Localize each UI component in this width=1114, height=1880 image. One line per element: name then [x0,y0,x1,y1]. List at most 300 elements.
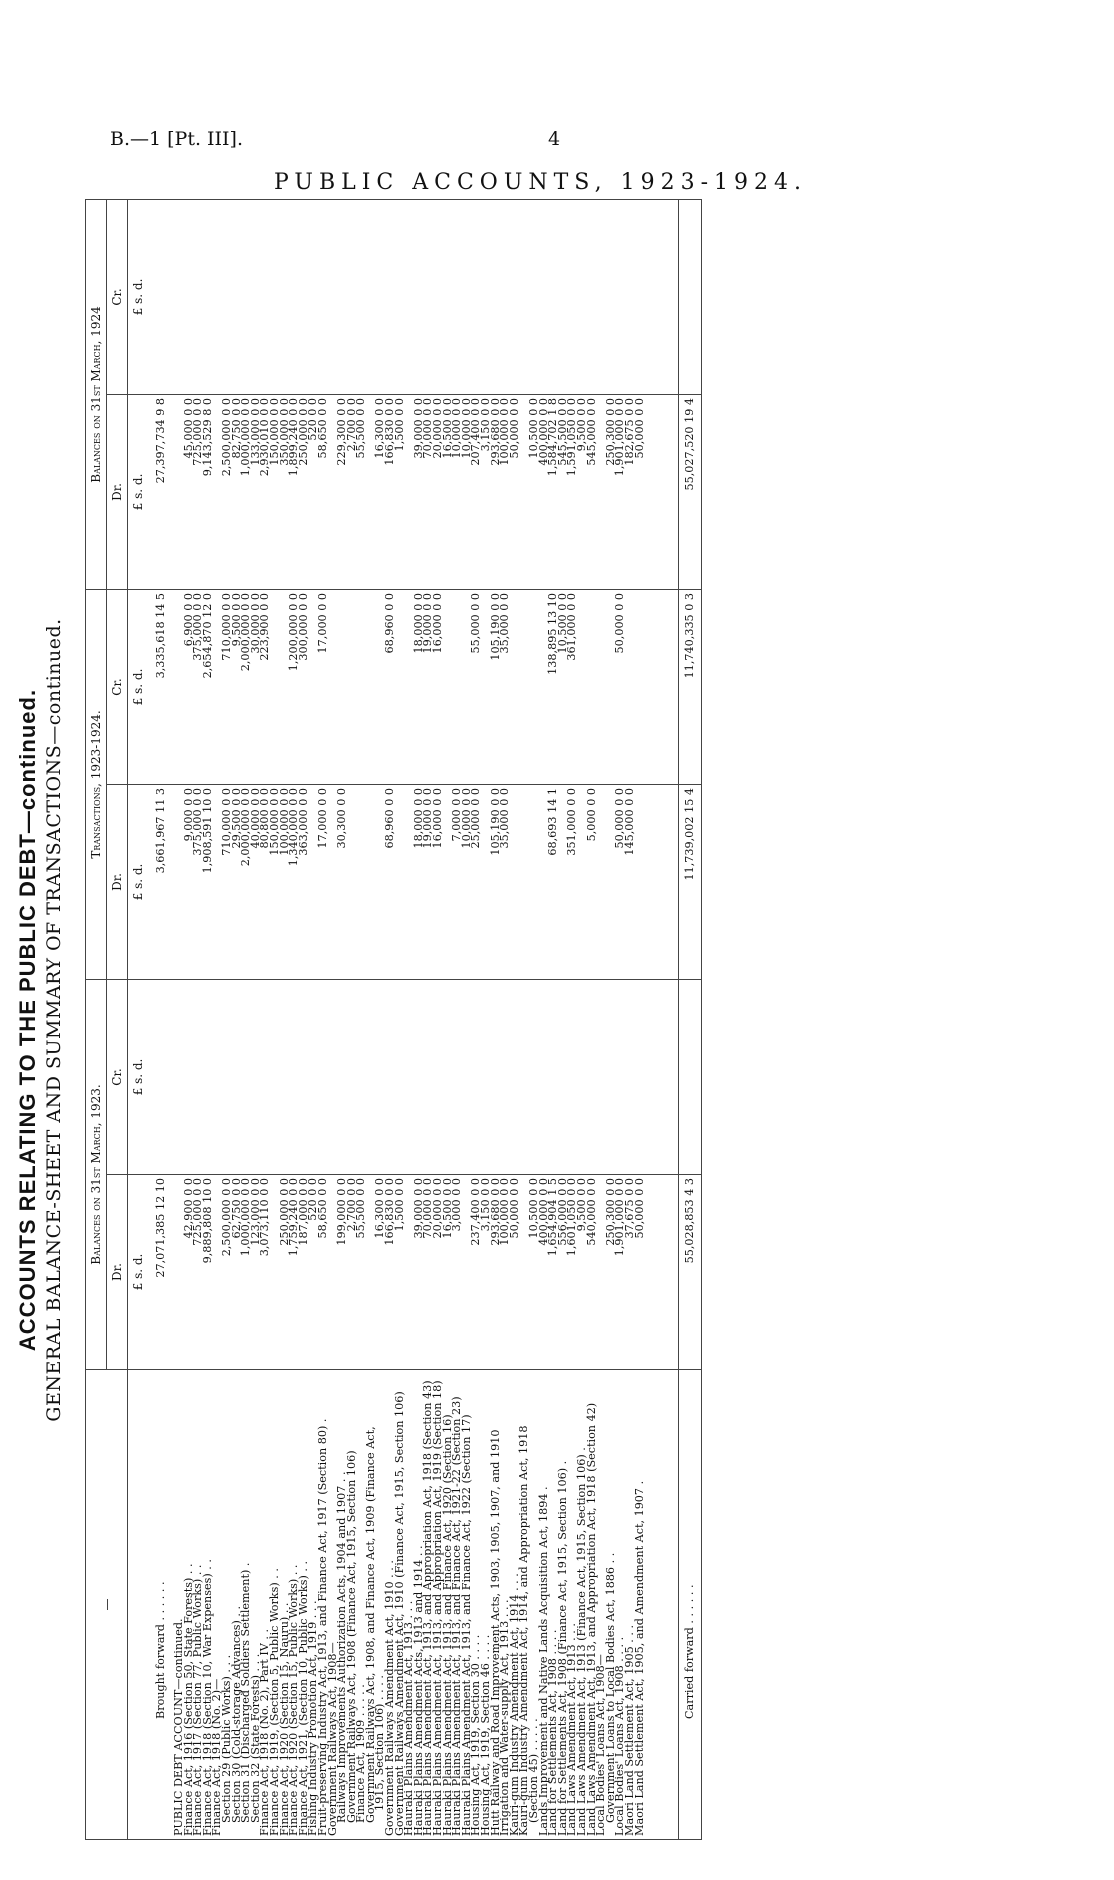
transactions-dr: 2,000,000 0 0 [241,784,251,979]
row-label: Section 31 (Discharged Soldiers Settlement) . [241,1370,251,1840]
balance-1924-dr: 207,400 0 0 [471,394,481,589]
transactions-dr: 30,300 0 0 [337,784,347,979]
transactions-cr: 17,000 0 0 [318,589,328,784]
balance-1923-cr [452,979,462,1174]
balance-1924-dr: 1,591,050 0 0 [567,394,577,589]
transactions-cr: 300,000 0 0 [299,589,309,784]
balance-1924-cr [203,199,213,394]
balance-1924-dr: 182,675 0 0 [625,394,635,589]
balance-1923-cr [606,979,616,1174]
balance-1924-cr [241,199,251,394]
balance-1924-dr: 55,500 0 0 [356,394,366,589]
balance-1923-cr [212,979,222,1174]
balance-1923-dr: 2,700 0 0 [347,1175,357,1370]
balance-1924-cr [212,199,222,394]
balance-1924-cr [625,199,635,394]
balance-1923-dr: 100,000 0 0 [500,1175,510,1370]
balance-1924-dr: 2,500,000 0 0 [222,394,232,589]
balance-1924-dr: 100,000 0 0 [500,394,510,589]
row-label: Kauri-gum Industry Amendment Act, 1914 . . . [510,1370,520,1840]
transactions-cr [443,589,453,784]
balance-1924-dr: 725,000 0 0 [193,394,203,589]
balance-1924-dr: 545,500 0 0 [558,394,568,589]
transactions-cr: 68,960 0 0 [385,589,395,784]
balance-1923-dr: 556,000 0 0 [558,1175,568,1370]
balance-1923-cr [519,979,529,1174]
balance-1923-dr: 166,830 0 0 [385,1175,395,1370]
transactions-cr: 19,000 0 0 [423,589,433,784]
row-label: Finance Act, 1909 . . . . . [356,1370,366,1840]
units-label: £ s. d. [128,1175,149,1370]
balance-1924-cr [337,199,347,394]
group-header-1923: Balances on 31st March, 1923. [86,979,107,1369]
balance-1923-cr [347,979,357,1174]
balance-1923-cr [481,979,491,1174]
dr-header: Dr. [107,784,128,979]
row-label: Hauraki Plains Amendment Act, 1913, and Finance Act, 1920 (Section 16) [443,1370,453,1840]
balance-1924-cr [270,199,280,394]
balance-1924-dr: 1,584,702 1 8 [548,394,558,589]
balance-1924-cr [385,199,395,394]
balance-1924-cr [481,199,491,394]
balance-1923-cr [491,979,501,1174]
row-label: Carried forward . . . . . . [679,1370,702,1840]
transactions-dr: 100,000 0 0 [280,784,290,979]
balance-1923-cr [510,979,520,1174]
row-label: (Section 45) . . . . . [529,1370,539,1840]
balance-1924-cr [587,199,597,394]
balance-1923-cr [270,979,280,1174]
balance-1923-cr [299,979,309,1174]
transactions-dr: 10,000 0 0 [462,784,472,979]
table-row [299,199,309,1839]
balance-1924-cr [395,199,405,394]
row-label: Government Railways Act, 1908, and Finance Act, 1909 (Finance Act, [366,1370,376,1840]
balance-1923-cr [366,979,376,1174]
balance-1923-cr [289,979,299,1174]
row-label: Local Bodies' Loans Act, 1908 . . . . [615,1370,625,1840]
balance-1923-dr: 10,500 0 0 [529,1175,539,1370]
transactions-dr: 25,000 0 0 [471,784,481,979]
row-label: Section 29 (Public Works) . . . [222,1370,232,1840]
balance-1923-cr [356,979,366,1174]
balance-1924-cr [452,199,462,394]
balance-1923-cr [625,979,635,1174]
dr-header: Dr. [107,394,128,589]
balance-1924-dr: 1,899,240 0 0 [289,394,299,589]
row-label: Hauraki Plains Amendment Act, 1913 . . . [404,1370,414,1840]
balance-1923-dr: 1,500 0 0 [395,1175,405,1370]
balance-1924-dr: 293,680 0 0 [491,394,501,589]
transactions-cr [577,589,587,784]
balance-1924-dr: 250,000 0 0 [299,394,309,589]
transactions-cr [529,589,539,784]
transactions-cr: 3,335,618 14 5 [148,589,174,784]
balance-1924-cr [567,199,577,394]
balance-1924-cr [443,199,453,394]
balance-1924-dr: 16,500 0 0 [443,394,453,589]
balance-1923-cr [679,979,702,1174]
balance-1924-dr: 9,143,529 8 0 [203,394,213,589]
balance-1923-dr: 3,000 0 0 [452,1175,462,1370]
balance-1924-dr: 70,000 0 0 [423,394,433,589]
balance-1924-cr [577,199,587,394]
transactions-dr: 9,000 0 0 [184,784,194,979]
table-row [635,199,645,1839]
balance-1924-dr: 55,027,520 19 4 [679,394,702,589]
balance-1924-cr [414,199,424,394]
balance-1923-cr [232,979,242,1174]
transactions-dr: 150,000 0 0 [270,784,280,979]
balance-1924-dr: 45,000 0 0 [184,394,194,589]
balance-1924-dr: 39,000 0 0 [414,394,424,589]
transactions-dr: 351,000 0 0 [567,784,577,979]
transactions-dr: 5,000 0 0 [587,784,597,979]
balance-1924-dr: 20,000 0 0 [433,394,443,589]
row-label: 1915, Section 106) . . . . [375,1370,385,1840]
transactions-cr: 35,000 0 0 [500,589,510,784]
row-label: Finance Act, 1918 (No. 2), Part IV . . [260,1370,270,1840]
row-label: Hauraki Plains Amendment Act, 1913, and Appropriation Act, 1919 (Section 18) [433,1370,443,1840]
balance-1923-cr [635,979,645,1174]
balance-1923-dr: 39,000 0 0 [414,1175,424,1370]
balance-1923-dr: 58,650 0 0 [318,1175,328,1370]
transactions-cr [347,589,357,784]
balance-1923-cr [184,979,194,1174]
balance-1924-cr [510,199,520,394]
row-label: Housing Act, 1919, Section 46 . . . . [481,1370,491,1840]
balance-1924-cr [308,199,318,394]
balance-1924-cr [539,199,549,394]
sheet-title: ACCOUNTS RELATING TO THE PUBLIC DEBT—continued. [15,688,40,1352]
balance-1924-cr [615,199,625,394]
balance-1924-cr [174,199,184,394]
balance-1923-dr: 55,500 0 0 [356,1175,366,1370]
page-number: 4 [548,128,561,150]
transactions-cr: 10,500 0 0 [558,589,568,784]
balance-1923-dr: 1,654,904 1 5 [548,1175,558,1370]
balance-1923-cr [548,979,558,1174]
balance-1923-dr: 50,000 0 0 [510,1175,520,1370]
rotated-sheet [15,160,1025,1880]
transactions-dr: 17,000 0 0 [318,784,328,979]
balance-1924-cr [193,199,203,394]
table-row [587,199,597,1839]
balance-1924-cr [519,199,529,394]
balance-1923-cr [385,979,395,1174]
row-label: Hauraki Plains Amendment Acts, 1913 and 1914 . . [414,1370,424,1840]
balance-1923-cr [471,979,481,1174]
page-reference: B.—1 [Pt. III]. [110,128,244,150]
transactions-dr [347,784,357,979]
table-row [203,199,213,1839]
transactions-dr [529,784,539,979]
balance-1923-dr: 1,901,000 0 0 [615,1175,625,1370]
transactions-cr [270,589,280,784]
balance-1923-cr [328,979,338,1174]
balance-1924-cr [184,199,194,394]
units-label: £ s. d. [128,784,149,979]
row-label: Government Loans to Local Bodies Act, 1886 . . [606,1370,616,1840]
transactions-dr: 710,000 0 0 [222,784,232,979]
balance-1923-dr: 400,000 0 0 [539,1175,549,1370]
spacer-row [644,199,679,1839]
balance-1923-dr: 187,000 0 0 [299,1175,309,1370]
transactions-dr: 35,000 0 0 [500,784,510,979]
balance-1924-cr [251,199,261,394]
transactions-cr: 361,000 0 0 [567,589,577,784]
balance-1924-dr: 2,700 0 0 [347,394,357,589]
balance-1923-cr [423,979,433,1174]
balance-1923-dr: 520 0 0 [308,1175,318,1370]
row-label: Hutt Railway and Road Improvement Acts, 1903, 1905, 1907, and 1910 [491,1370,501,1840]
balance-1924-dr: 10,500 0 0 [529,394,539,589]
balance-1923-cr [174,979,184,1174]
balance-1923-cr [222,979,232,1174]
transactions-cr [519,589,529,784]
balance-1924-cr [289,199,299,394]
row-label: Land Laws Amendment Act, 1913 . . . [567,1370,577,1840]
row-label: Maori Land Settlement Act, 1905 . . . [625,1370,635,1840]
transactions-dr [510,784,520,979]
balance-1923-cr [596,979,606,1174]
balance-1924-dr: 520 0 0 [308,394,318,589]
transactions-dr: 50,000 0 0 [615,784,625,979]
row-label: Housing Act, 1919, Section 30 . . . . [471,1370,481,1840]
balance-1923-cr [241,979,251,1174]
balance-1923-dr: 42,900 0 0 [184,1175,194,1370]
table-row [148,199,174,1839]
balance-1924-cr [679,199,702,394]
group-header-1924: Balances on 31st March, 1924 [86,199,107,589]
balance-1923-dr: 55,028,853 4 3 [679,1175,702,1370]
balance-1924-cr [375,199,385,394]
transactions-dr [356,784,366,979]
balance-1923-cr [375,979,385,1174]
transactions-cr: 11,740,335 0 3 [679,589,702,784]
balance-1923-cr [251,979,261,1174]
transactions-cr [356,589,366,784]
balance-1923-cr [193,979,203,1174]
balance-1923-cr [280,979,290,1174]
units-label: £ s. d. [128,589,149,784]
transactions-cr [625,589,635,784]
balance-1924-dr: 1,500 0 0 [395,394,405,589]
row-label: Irrigation and Water-supply Act, 1913 . . . [500,1370,510,1840]
balance-1923-dr: 123,000 0 0 [251,1175,261,1370]
row-label: Finance Act, 1916 (Section 50, State Forests) . . [184,1370,194,1840]
row-label: Local Bodies' Loans Act, 1908— [596,1370,606,1840]
balance-1924-dr: 400,000 0 0 [539,394,549,589]
balance-1923-cr [318,979,328,1174]
balance-1924-dr: 10,000 0 0 [462,394,472,589]
balance-1923-cr [567,979,577,1174]
balance-1923-dr: 3,073,110 0 0 [260,1175,270,1370]
ledger-table [85,199,702,1840]
balance-1923-cr [462,979,472,1174]
transactions-cr: 710,000 0 0 [222,589,232,784]
transactions-dr [395,784,405,979]
balance-1924-dr: 133,000 0 0 [251,394,261,589]
transactions-cr: 9,500 0 0 [232,589,242,784]
balance-1923-cr [558,979,568,1174]
balance-1923-dr: 62,750 0 0 [232,1175,242,1370]
balance-1924-dr: 350,000 0 0 [280,394,290,589]
balance-1923-cr [539,979,549,1174]
row-label: Section 30 (Cold-storage Advances) . . [232,1370,242,1840]
balance-1924-cr [347,199,357,394]
balance-1923-dr: 1,759,240 0 0 [289,1175,299,1370]
balance-1924-dr: 1,000,000 0 0 [241,394,251,589]
balance-1923-cr [615,979,625,1174]
balance-1923-dr: 2,500,000 0 0 [222,1175,232,1370]
row-label: Section 32 (State Forests) . . . [251,1370,261,1840]
transactions-cr: 223,900 0 0 [260,589,270,784]
balance-1924-dr: 16,300 0 0 [375,394,385,589]
transactions-dr: 11,739,002 15 4 [679,784,702,979]
balance-1924-dr: 82,750 0 0 [232,394,242,589]
transactions-cr: 2,000,000 0 0 [241,589,251,784]
row-label: Railways Improvements Authorization Acts, 1904 and 1907 . . [337,1370,347,1840]
balance-1924-dr: 58,650 0 0 [318,394,328,589]
balance-1923-cr [308,979,318,1174]
transactions-dr [635,784,645,979]
transactions-cr [395,589,405,784]
transactions-dr: 68,960 0 0 [385,784,395,979]
transactions-dr [366,784,376,979]
balance-1924-cr [548,199,558,394]
cr-header: Cr. [107,979,128,1174]
balance-1923-dr: 70,000 0 0 [423,1175,433,1370]
transactions-cr: 18,000 0 0 [414,589,424,784]
balance-1923-cr [404,979,414,1174]
transactions-dr: 363,000 0 0 [299,784,309,979]
balance-1923-cr [260,979,270,1174]
transactions-cr [337,589,347,784]
row-label: Finance Act, 1920 (Section 15, Nauru) . . [280,1370,290,1840]
transactions-cr [596,589,606,784]
transactions-cr: 1,200,000 0 0 [289,589,299,784]
row-label: PUBLIC DEBT ACCOUNT—continued. [174,1370,184,1840]
transactions-dr [519,784,529,979]
balance-1924-cr [366,199,376,394]
balance-1923-dr: 250,300 0 0 [606,1175,616,1370]
balance-1924-cr [318,199,328,394]
transactions-cr: 2,654,870 12 0 [203,589,213,784]
balance-1923-cr [148,979,174,1174]
transactions-dr: 375,000 0 0 [193,784,203,979]
balance-1924-cr [356,199,366,394]
balance-1924-dr: 229,300 0 0 [337,394,347,589]
table-row [395,199,405,1839]
balance-1923-dr: 16,500 0 0 [443,1175,453,1370]
balance-1923-dr: 237,400 0 0 [471,1175,481,1370]
transactions-cr: 55,000 0 0 [471,589,481,784]
balance-1924-cr [148,199,174,394]
balance-1924-dr: 250,300 0 0 [606,394,616,589]
balance-1923-cr [433,979,443,1174]
balance-1923-dr: 1,000,000 0 0 [241,1175,251,1370]
label-column-header: — [86,1370,128,1840]
row-label: Brought forward . . . . . . [148,1370,174,1840]
transactions-dr: 7,000 0 0 [452,784,462,979]
balance-1923-dr: 250,000 0 0 [280,1175,290,1370]
balance-1924-cr [491,199,501,394]
row-label: Land Laws Amendment Act, 1913, and Appropriation Act, 1918 (Section 42) [587,1370,597,1840]
balance-1924-cr [280,199,290,394]
row-label: Fishing Industry Promotion Act, 1919 . . . [308,1370,318,1840]
transactions-dr: 145,000 0 0 [625,784,635,979]
balance-1923-dr: 9,889,808 10 0 [203,1175,213,1370]
sheet-subtitle: GENERAL BALANCE-SHEET AND SUMMARY OF TRANSACTIONS—continued. [43,618,65,1422]
transactions-dr: 80,800 0 0 [260,784,270,979]
balance-1923-cr [203,979,213,1174]
row-label: Hauraki Plains Amendment Act, 1913, and Appropriation Act, 1918 (Section 43) [423,1370,433,1840]
transactions-cr [587,589,597,784]
total-row [679,199,702,1839]
balance-1924-cr [299,199,309,394]
transactions-dr: 40,000 0 0 [251,784,261,979]
row-label: Land Laws Amendment Act, 1913 (Finance Act, 1915, Section 106) . [577,1370,587,1840]
transactions-cr: 6,900 0 0 [184,589,194,784]
row-label: Finance Act, 1919, (Section 5, Public Works) . . [270,1370,280,1840]
balance-1923-cr [577,979,587,1174]
balance-1924-cr [635,199,645,394]
row-label: Government Railways Amendment Act, 1910 (Finance Act, 1915, Section 106) [395,1370,405,1840]
balance-1924-cr [529,199,539,394]
transactions-dr: 16,000 0 0 [433,784,443,979]
transactions-dr: 29,500 0 0 [232,784,242,979]
page-title: PUBLIC ACCOUNTS, 1923-1924. [274,170,807,195]
balance-1924-cr [328,199,338,394]
row-label: Kauri-gum Industry Amendment Act, 1914, and Appropriation Act, 1918 [519,1370,529,1840]
balance-1923-dr: 540,000 0 0 [587,1175,597,1370]
transactions-cr [452,589,462,784]
balance-1924-cr [222,199,232,394]
row-label: Hauraki Plains Amendment Act, 1913, and Finance Act, 1922 (Section 17) [462,1370,472,1840]
row-label: Government Railways Act, 1908 (Finance Act, 1915, Section 106) [347,1370,357,1840]
balance-1924-dr: 1,901,000 0 0 [615,394,625,589]
group-header-transactions: Transactions, 1923-1924. [86,589,107,979]
balance-1923-cr [443,979,453,1174]
balance-1923-cr [337,979,347,1174]
balance-1924-cr [433,199,443,394]
cr-header: Cr. [107,199,128,394]
transactions-cr: 16,000 0 0 [433,589,443,784]
balance-1924-cr [558,199,568,394]
transactions-cr: 375,000 0 0 [193,589,203,784]
dr-header: Dr. [107,1175,128,1370]
row-label: Land for Settlements Act, 1908 . . . . [548,1370,558,1840]
balance-1924-cr [260,199,270,394]
units-label: £ s. d. [128,394,149,589]
balance-1924-cr [471,199,481,394]
balance-1923-dr: 293,680 0 0 [491,1175,501,1370]
transactions-dr: 68,693 14 1 [548,784,558,979]
balance-1923-cr [500,979,510,1174]
balance-1924-cr [404,199,414,394]
balance-1924-cr [500,199,510,394]
transactions-cr [510,589,520,784]
balance-1923-cr [529,979,539,1174]
row-label: Government Railways Act, 1908— [328,1370,338,1840]
row-label: Hauraki Plains Amendment Act, 1913, and Finance Act, 1921-22 (Section 23) [452,1370,462,1840]
balance-1923-dr: 725,000 0 0 [193,1175,203,1370]
transactions-dr [596,784,606,979]
balance-1924-cr [232,199,242,394]
transactions-dr: 1,340,000 0 0 [289,784,299,979]
row-label: Finance Act, 1921, (Section 10, Public Works) . . [299,1370,309,1840]
